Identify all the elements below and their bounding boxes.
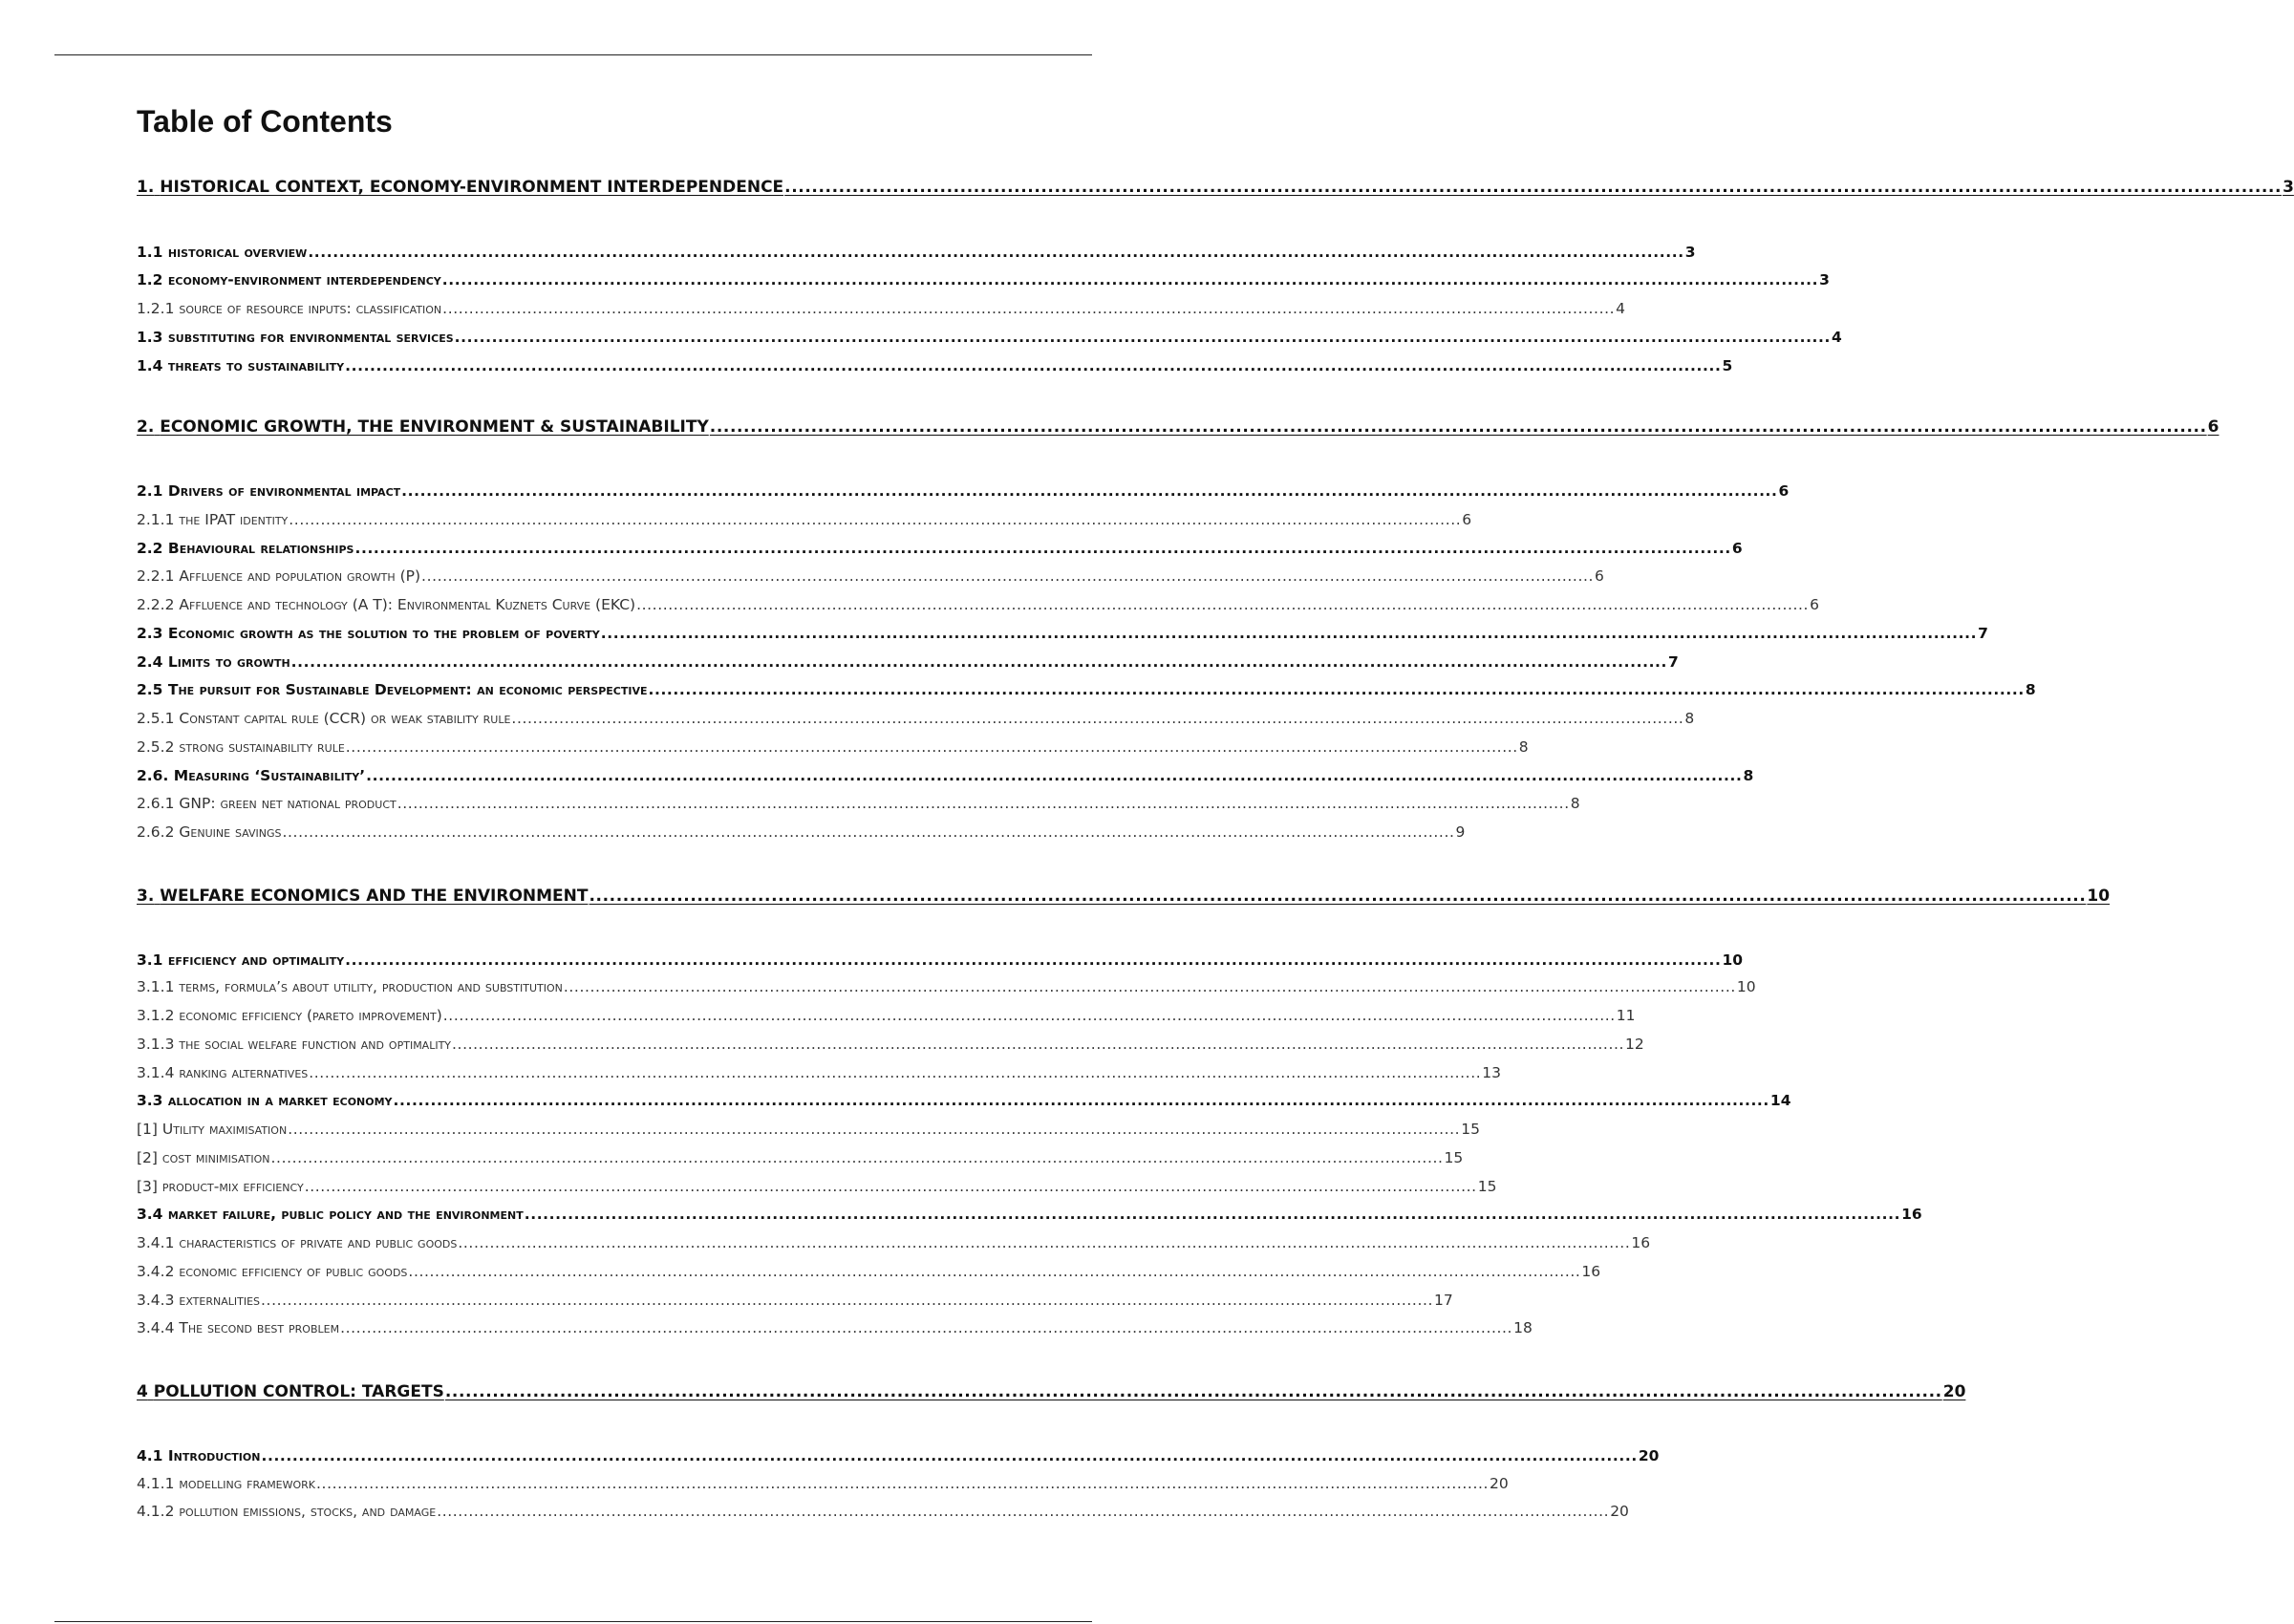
toc-title-text: the IPAT identity — [179, 511, 289, 528]
toc-page: 16 — [1581, 1263, 1601, 1280]
toc-page: 6 — [1778, 482, 1790, 500]
toc-leader: .............................................................................................................................................................................................................................. — [648, 681, 2025, 698]
toc-title-text: Genuine savings — [179, 823, 282, 841]
toc-entry-2-5[interactable] — [137, 671, 2036, 699]
toc-number: 1.3 — [137, 329, 163, 346]
toc-entry-3-4-3[interactable] — [137, 1281, 1453, 1310]
toc-page: 6 — [2207, 417, 2219, 437]
toc-page: 6 — [1810, 596, 1819, 613]
toc-number: 2.4 — [137, 653, 163, 671]
toc-page: 20 — [1638, 1447, 1660, 1464]
toc-entry-4-1-2[interactable] — [137, 1492, 1629, 1521]
toc-number: 3.1.3 — [137, 1036, 175, 1053]
toc-title-text: POLLUTION CONTROL: TARGETS — [153, 1382, 444, 1401]
toc-page: 8 — [1570, 795, 1580, 812]
toc-entry-2-5-1[interactable] — [137, 699, 1695, 728]
toc-leader: .............................................................................................................................................................................................................................. — [289, 511, 1462, 528]
toc-entry-3-1-2[interactable] — [137, 996, 1636, 1025]
toc-number: 2.2 — [137, 540, 163, 557]
toc-page: 8 — [1684, 710, 1695, 727]
toc-title-text: Measuring ‘Sustainability’ — [173, 767, 366, 784]
toc-page: 14 — [1769, 1092, 1791, 1109]
toc-title-text: the social welfare function and optimality — [179, 1036, 452, 1053]
toc-page: 10 — [1722, 951, 1744, 969]
toc-leader: .............................................................................................................................................................................................................................. — [511, 710, 1684, 727]
toc-leader: .............................................................................................................................................................................................................................. — [345, 738, 1518, 756]
toc-title-text: The pursuit for Sustainable Development: an economic perspective — [167, 681, 648, 698]
toc-entry-2-1-1[interactable] — [137, 501, 1472, 529]
toc-number: 3.4.2 — [137, 1263, 175, 1280]
toc-number: 2.5.2 — [137, 738, 175, 756]
toc-leader: .............................................................................................................................................................................................................................. — [366, 767, 1743, 784]
toc-entry-4-1-1[interactable] — [137, 1464, 1509, 1493]
toc-page: 20 — [1490, 1475, 1509, 1492]
header-rule — [54, 54, 1092, 55]
toc-title-text: strong sustainability rule — [179, 738, 345, 756]
toc-entry-2-2-2[interactable] — [137, 586, 1819, 614]
toc-entry-3-4-4[interactable] — [137, 1309, 1533, 1337]
toc-entry-2-5-2[interactable] — [137, 728, 1529, 757]
toc-title-text: GNP: green net national product — [179, 795, 397, 812]
toc-leader: .............................................................................................................................................................................................................................. — [408, 1263, 1581, 1280]
toc-entry-2-4[interactable] — [137, 643, 1679, 672]
toc-title-text: cost minimisation — [161, 1149, 270, 1166]
toc-title-text: terms, formula’s about utility, production and substitution — [179, 978, 563, 995]
toc-page: 15 — [1444, 1149, 1464, 1166]
toc-number: 3.1.1 — [137, 978, 175, 995]
toc-leader: .............................................................................................................................................................................................................................. — [282, 823, 1455, 841]
toc-page: 6 — [1731, 540, 1743, 557]
toc-leader: .............................................................................................................................................................................................................................. — [393, 1092, 1769, 1109]
toc-leader: .............................................................................................................................................................................................................................. — [397, 795, 1570, 812]
toc-number: 2. — [137, 417, 155, 437]
toc-number: [3] — [137, 1178, 158, 1195]
toc-title-text: externalities — [179, 1292, 261, 1309]
toc-number: 3.4 — [137, 1206, 163, 1223]
toc-leader: .............................................................................................................................................................................................................................. — [345, 357, 1722, 374]
toc-page: 16 — [1631, 1234, 1651, 1251]
toc-number: 3.3 — [137, 1092, 163, 1109]
toc-title-text: ECONOMIC GROWTH, THE ENVIRONMENT & SUSTAINABILITY — [160, 417, 709, 437]
toc-number: [2] — [137, 1149, 158, 1166]
toc-entry-3-1-4[interactable] — [137, 1054, 1501, 1082]
toc-number: 3.4.4 — [137, 1319, 175, 1336]
toc-title-text: Economic growth as the solution to the problem of poverty — [167, 625, 600, 642]
toc-page: 3 — [1684, 244, 1696, 261]
toc-number: 4.1 — [137, 1447, 163, 1464]
toc-title-text: The second best problem — [179, 1319, 340, 1336]
toc-leader: .............................................................................................................................................................................................................................. — [308, 244, 1684, 261]
toc-entry-2-3[interactable] — [137, 614, 1988, 643]
toc-page: 3 — [1819, 271, 1830, 288]
toc-entry-1-2[interactable] — [137, 261, 1830, 289]
toc-leader: .............................................................................................................................................................................................................................. — [288, 1121, 1461, 1138]
toc-entry-3-3-3[interactable] — [137, 1167, 1497, 1196]
toc-number: 3.1.4 — [137, 1064, 175, 1081]
toc-number: 3.4.1 — [137, 1234, 175, 1251]
toc-number: 3. — [137, 887, 155, 906]
toc-page: 11 — [1616, 1007, 1636, 1024]
toc-leader: .............................................................................................................................................................................................................................. — [261, 1447, 1638, 1464]
toc-leader: .............................................................................................................................................................................................................................. — [309, 1064, 1482, 1081]
toc-leader: .............................................................................................................................................................................................................................. — [454, 329, 1832, 346]
toc-page: 10 — [2087, 887, 2111, 906]
toc-number: 2.5.1 — [137, 710, 175, 727]
toc-leader: .............................................................................................................................................................................................................................. — [442, 300, 1616, 317]
toc-number: 2.6. — [137, 767, 169, 784]
toc-page: 15 — [1477, 1178, 1497, 1195]
toc-title-text: characteristics of private and public goods — [179, 1234, 458, 1251]
toc-leader: .............................................................................................................................................................................................................................. — [600, 625, 1978, 642]
toc-page: 20 — [1610, 1503, 1629, 1520]
toc-page: 10 — [1736, 978, 1756, 995]
toc-page: 5 — [1722, 357, 1733, 374]
toc-leader: .............................................................................................................................................................................................................................. — [452, 1036, 1625, 1053]
toc-page: 9 — [1455, 823, 1466, 841]
toc-number: 2.5 — [137, 681, 163, 698]
toc-entry-1-2-1[interactable] — [137, 289, 1626, 318]
toc-page: 6 — [1462, 511, 1472, 528]
toc-entry-3-4[interactable] — [137, 1195, 1922, 1224]
toc-entry-1-3[interactable] — [137, 318, 1842, 347]
toc-leader: .............................................................................................................................................................................................................................. — [442, 1007, 1616, 1024]
toc-entry-4[interactable] — [137, 1373, 1966, 1401]
toc-entry-1-4[interactable] — [137, 347, 1733, 375]
toc-number: 1.1 — [137, 244, 163, 261]
toc-page: 18 — [1513, 1319, 1533, 1336]
toc-page: 8 — [2025, 681, 2036, 698]
toc-page: 7 — [1668, 653, 1679, 671]
toc-leader: .............................................................................................................................................................................................................................. — [458, 1234, 1631, 1251]
toc-leader: .............................................................................................................................................................................................................................. — [437, 1503, 1610, 1520]
toc-title-text: Limits to growth — [167, 653, 290, 671]
toc-title-text: Drivers of environmental impact — [167, 482, 401, 500]
toc-title-text: source of resource inputs: classification — [179, 300, 442, 317]
toc-entry-2-2[interactable] — [137, 529, 1743, 558]
toc-number: 3.4.3 — [137, 1292, 175, 1309]
toc-entry-3[interactable] — [137, 877, 2111, 906]
toc-entry-3-4-1[interactable] — [137, 1224, 1651, 1252]
toc-page: 16 — [1901, 1206, 1922, 1223]
toc-entry-4-1[interactable] — [137, 1437, 1660, 1465]
toc-number: 3.1.2 — [137, 1007, 175, 1024]
toc-leader: .............................................................................................................................................................................................................................. — [421, 567, 1595, 585]
toc-number: 1.2 — [137, 271, 163, 288]
toc-leader: .............................................................................................................................................................................................................................. — [316, 1475, 1490, 1492]
toc-leader: .............................................................................................................................................................................................................................. — [709, 417, 2207, 437]
toc-number: 1.2.1 — [137, 300, 175, 317]
toc-title-text: Affluence and technology (A T): Environmental Kuznets Curve (EKC) — [179, 596, 636, 613]
toc-title-text: economy-environment interdependency — [167, 271, 441, 288]
toc-leader: .............................................................................................................................................................................................................................. — [524, 1206, 1901, 1223]
toc-entry-1-1[interactable] — [137, 233, 1696, 262]
toc-leader: .............................................................................................................................................................................................................................. — [340, 1319, 1513, 1336]
toc-entry-3-3-2[interactable] — [137, 1139, 1464, 1167]
toc-number: 1.4 — [137, 357, 163, 374]
toc-title-text: market failure, public policy and the environment — [167, 1206, 524, 1223]
toc-entry-2[interactable] — [137, 408, 2219, 437]
toc-entry-2-6[interactable] — [137, 757, 1754, 785]
toc-title-text: WELFARE ECONOMICS AND THE ENVIRONMENT — [160, 887, 589, 906]
footer-rule — [54, 1621, 1092, 1622]
toc-number: 2.6.1 — [137, 795, 175, 812]
toc-title: Table of Contents — [137, 104, 393, 139]
toc-number: 4.1.2 — [137, 1503, 175, 1520]
toc-title-text: Utility maximisation — [161, 1121, 288, 1138]
toc-entry-2-6-2[interactable] — [137, 813, 1466, 842]
toc-page: 20 — [1942, 1382, 1966, 1401]
toc-leader: .............................................................................................................................................................................................................................. — [589, 887, 2087, 906]
toc-page: 4 — [1832, 329, 1842, 346]
toc-entry-3-1-1[interactable] — [137, 968, 1756, 996]
toc-title-text: ranking alternatives — [179, 1064, 309, 1081]
toc-entry-2-1[interactable] — [137, 472, 1790, 501]
toc-number: 2.6.2 — [137, 823, 175, 841]
toc-number: 3.1 — [137, 951, 163, 969]
toc-leader: .............................................................................................................................................................................................................................. — [354, 540, 1731, 557]
toc-page: 7 — [1978, 625, 1988, 642]
toc-leader: .............................................................................................................................................................................................................................. — [563, 978, 1736, 995]
toc-entry-3-3[interactable] — [137, 1081, 1791, 1110]
toc-title-text: HISTORICAL CONTEXT, ECONOMY-ENVIRONMENT INTERDEPENDENCE — [160, 178, 784, 197]
toc-entry-3-1[interactable] — [137, 941, 1744, 970]
toc-number: 2.3 — [137, 625, 163, 642]
toc-number: 2.2.1 — [137, 567, 175, 585]
toc-title-text: economic efficiency (pareto improvement) — [179, 1007, 442, 1024]
toc-leader: .............................................................................................................................................................................................................................. — [636, 596, 1810, 613]
toc-title-text: pollution emissions, stocks, and damage — [179, 1503, 437, 1520]
toc-leader: .............................................................................................................................................................................................................................. — [290, 653, 1668, 671]
toc-page: 6 — [1595, 567, 1604, 585]
toc-title-text: Constant capital rule (CCR) or weak stability rule — [179, 710, 511, 727]
toc-page: 8 — [1518, 738, 1529, 756]
toc-title-text: threats to sustainability — [167, 357, 345, 374]
toc-entry-3-3-1[interactable] — [137, 1110, 1480, 1139]
toc-page: 15 — [1461, 1121, 1480, 1138]
toc-entry-3-1-3[interactable] — [137, 1025, 1644, 1054]
toc-title-text: historical overview — [167, 244, 308, 261]
toc-number: [1] — [137, 1121, 158, 1138]
toc-leader: .............................................................................................................................................................................................................................. — [304, 1178, 1477, 1195]
toc-leader: .............................................................................................................................................................................................................................. — [270, 1149, 1444, 1166]
toc-leader: .............................................................................................................................................................................................................................. — [444, 1382, 1942, 1401]
toc-number: 4.1.1 — [137, 1475, 175, 1492]
toc-title-text: allocation in a market economy — [167, 1092, 393, 1109]
toc-number: 2.1.1 — [137, 511, 175, 528]
toc-page: 4 — [1616, 300, 1626, 317]
toc-number: 2.1 — [137, 482, 163, 500]
toc-title-text: Introduction — [167, 1447, 261, 1464]
toc-number: 4 — [137, 1382, 148, 1401]
toc-title-text: modelling framework — [179, 1475, 316, 1492]
toc-page: 17 — [1434, 1292, 1453, 1309]
toc-title-text: product-mix efficiency — [161, 1178, 304, 1195]
toc-title-text: economic efficiency of public goods — [179, 1263, 408, 1280]
toc-page: 12 — [1625, 1036, 1644, 1053]
toc-title-text: Affluence and population growth (P) — [179, 567, 421, 585]
toc-title-text: efficiency and optimality — [167, 951, 345, 969]
toc-leader: .............................................................................................................................................................................................................................. — [441, 271, 1819, 288]
toc-entry-2-2-1[interactable] — [137, 557, 1604, 586]
toc-title-text: substituting for environmental services — [167, 329, 454, 346]
toc-leader: .............................................................................................................................................................................................................................. — [261, 1292, 1434, 1309]
toc-entry-3-4-2[interactable] — [137, 1252, 1601, 1281]
toc-page: 13 — [1482, 1064, 1501, 1081]
toc-page: 3 — [2283, 178, 2294, 197]
toc-leader: .............................................................................................................................................................................................................................. — [345, 951, 1722, 969]
toc-page: 8 — [1743, 767, 1754, 784]
toc-leader: .............................................................................................................................................................................................................................. — [784, 178, 2283, 197]
toc-number: 1. — [137, 178, 155, 197]
toc-entry-2-6-1[interactable] — [137, 784, 1580, 813]
toc-entry-1[interactable] — [137, 168, 2294, 197]
toc-title-text: Behavioural relationships — [167, 540, 354, 557]
toc-number: 2.2.2 — [137, 596, 175, 613]
toc-leader: .............................................................................................................................................................................................................................. — [401, 482, 1778, 500]
